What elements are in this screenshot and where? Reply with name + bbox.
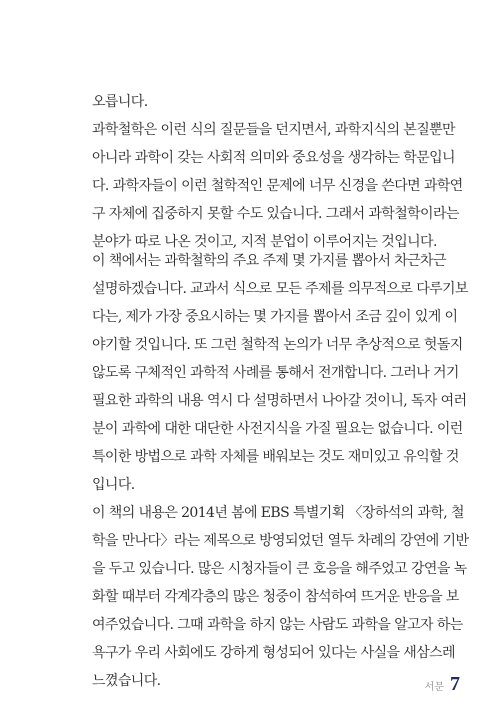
text-line: 화할 때부터 각계각층의 많은 청중이 참석하여 뜨거운 반응을 보 (92, 589, 459, 605)
page-number: 7 (450, 673, 460, 695)
text-line: 야기할 것입니다. 또 그런 철학적 논의가 너무 추상적으로 헛돌지 (92, 337, 463, 353)
text-line: 을 두고 있습니다. 많은 시청자들이 큰 호응을 해주었고 강연을 녹 (92, 561, 467, 577)
text-line: 입니다. (92, 477, 135, 493)
text-line: 다는, 제가 가장 중요시하는 몇 가지를 뽑아서 조금 깊이 있게 이 (92, 309, 458, 325)
text-line: 다. 과학자들이 이런 철학적인 문제에 너무 신경을 쓴다면 과학연 (92, 178, 463, 194)
section-label: 서문 (424, 682, 444, 693)
text-line: 특이한 방법으로 과학 자체를 배워보는 것도 재미있고 유익할 것 (92, 449, 459, 465)
text-line: 이 책에서는 과학철학의 주요 주제 몇 가지를 뽑아서 차근차근 (92, 253, 446, 269)
page-footer (425, 673, 460, 696)
text-line: 과학철학은 이런 식의 질문들을 던지면서, 과학지식의 본질뿐만 (92, 122, 455, 138)
text-line: 분야가 따로 나온 것이고, 지적 분업이 이루어지는 것입니다. (92, 234, 437, 250)
text-line: 설명하겠습니다. 교과서 식으로 모든 주제를 의무적으로 다루기보 (92, 281, 468, 297)
paragraph-1 (92, 88, 463, 256)
text-line: 학을 만나다〉라는 제목으로 방영되었던 열두 차례의 강연에 기반 (92, 533, 469, 549)
text-line: 욕구가 우리 사회에도 강하게 형성되어 있다는 사실을 새삼스레 (92, 645, 455, 661)
text-line: 오릅니다. (92, 94, 148, 110)
text-line: 구 자체에 집중하지 못할 수도 있습니다. 그래서 과학철학이라는 (92, 206, 459, 222)
text-line: 필요한 과학의 내용 역시 다 설명하면서 나아갈 것이니, 독자 여러 (92, 393, 467, 409)
text-line: 않도록 구체적인 과학적 사례를 통해서 전개합니다. 그러나 거기 (92, 365, 459, 381)
text-line: 아니라 과학이 갖는 사회적 의미와 중요성을 생각하는 학문입니 (92, 150, 455, 166)
text-line: 여주었습니다. 그때 과학을 하지 않는 사람도 과학을 알고자 하는 (92, 617, 463, 633)
text-line: 이 책의 내용은 2014년 봄에 EBS 특별기획 〈장하석의 과학, 철 (92, 505, 464, 521)
text-line: 느꼈습니다. (92, 673, 161, 689)
text-line: 분이 과학에 대한 대단한 사전지식을 가질 필요는 없습니다. 이런 (92, 421, 463, 437)
